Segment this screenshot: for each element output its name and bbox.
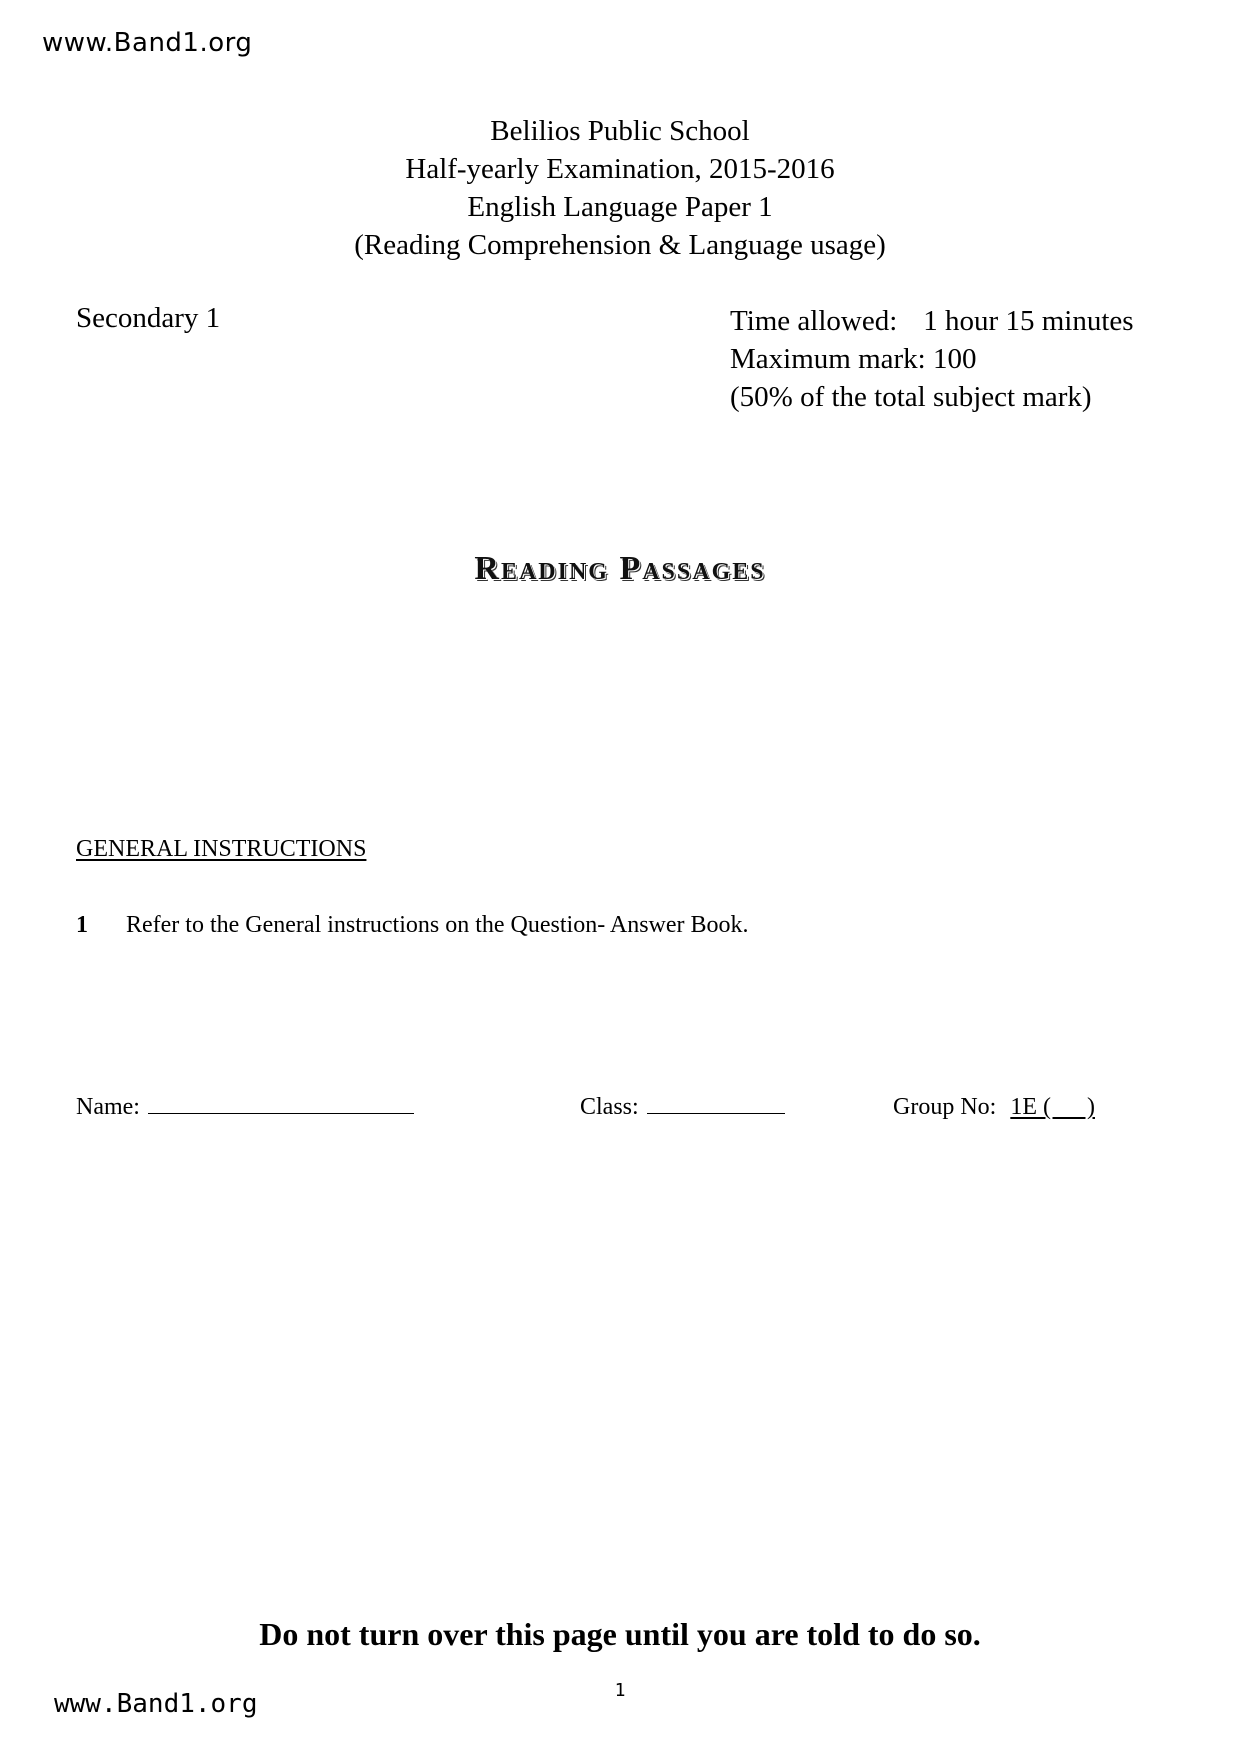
instruction-text: Refer to the General instructions on the Question- Answer Book. [126, 912, 749, 938]
page-number: 1 [614, 1680, 626, 1701]
class-field[interactable] [580, 1094, 785, 1121]
class-blank[interactable] [647, 1112, 785, 1114]
class-label: Class: [580, 1094, 639, 1120]
time-allowed-label: Time allowed: [730, 305, 898, 337]
level-label: Secondary 1 [76, 302, 221, 334]
name-label: Name: [76, 1094, 140, 1120]
watermark-top: www.Band1.org [42, 28, 253, 58]
exam-title: Half-yearly Examination, 2015-2016 [405, 153, 835, 185]
group-label: Group No: [893, 1094, 997, 1120]
section-heading: Reading Passages [474, 550, 766, 587]
maximum-mark: Maximum mark: 100 [730, 343, 977, 375]
exam-header [0, 112, 1240, 264]
mark-weight: (50% of the total subject mark) [730, 381, 1092, 413]
school-name: Belilios Public School [490, 115, 750, 147]
footer-warning: Do not turn over this page until you are told to do so. [259, 1616, 981, 1652]
instruction-number: 1 [76, 912, 88, 938]
instruction-item [76, 912, 749, 939]
name-blank[interactable] [148, 1112, 414, 1114]
group-value[interactable]: 1E ( ) [1010, 1094, 1095, 1120]
group-field[interactable] [893, 1094, 1095, 1121]
watermark-bottom: www.Band1.org [54, 1689, 258, 1719]
instructions-title: GENERAL INSTRUCTIONS [76, 836, 367, 862]
time-allowed-value: 1 hour 15 minutes [923, 305, 1134, 337]
paper-title: English Language Paper 1 [467, 191, 773, 223]
name-field[interactable] [76, 1094, 414, 1121]
exam-meta [730, 302, 1134, 416]
time-allowed-row [730, 302, 1134, 340]
paper-subtitle: (Reading Comprehension & Language usage) [354, 229, 886, 261]
